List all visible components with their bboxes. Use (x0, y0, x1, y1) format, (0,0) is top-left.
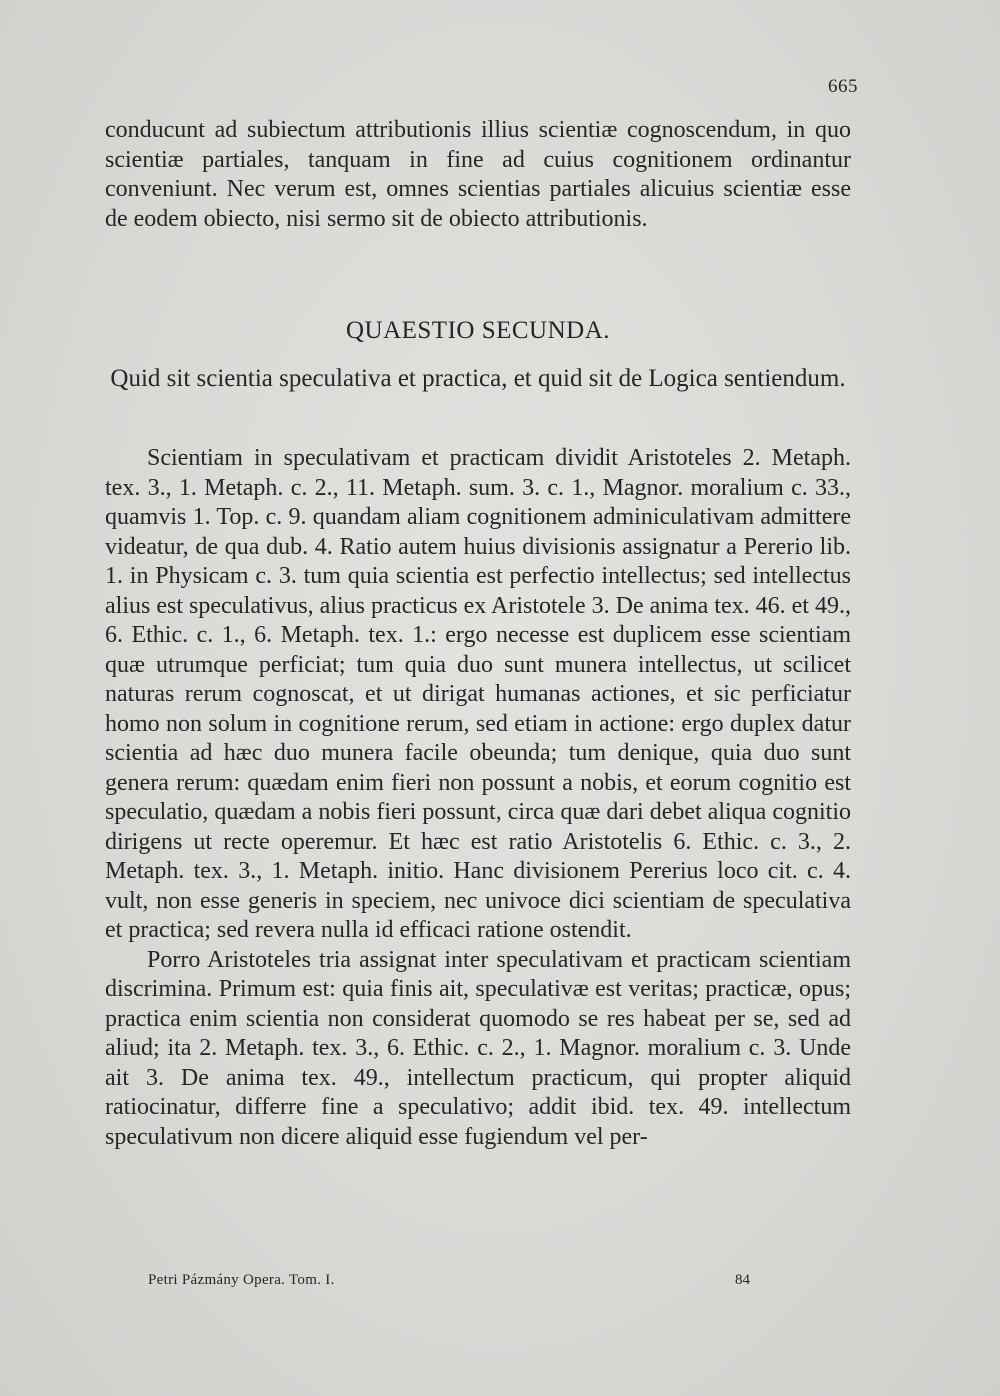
footer-source: Petri Pázmány Opera. Tom. I. (148, 1272, 335, 1288)
body-text (105, 444, 851, 1152)
quaestio-subtitle: Quid sit scientia speculativa et practica, et quid sit de Logica sentiendum. (110, 365, 846, 392)
intro-paragraph-text: conducunt ad subiectum attributionis illius scientiæ cognoscendum, in quo scientiæ partiales, tanquam in fine ad cuius cognitionem ordinantur conveniunt. Nec verum est, omnes scientias partiales alicuius scientiæ esse de eodem obiecto, nisi sermo sit de obiecto attributionis. (105, 117, 851, 232)
intro-paragraph (105, 116, 851, 234)
page-number: 665 (828, 76, 858, 97)
footer-signature: 84 (735, 1272, 750, 1288)
porro-paragraph: Porro Aristoteles tria assignat inter speculativam et practicam scientiam discrimina. Primum est: quia finis ait, speculativæ est veritas; practicæ, opus; practica enim scientia non considerat quomodo se res habeat per se, sed ad aliud; ita 2. Metaph. tex. 3., 6. Ethic. c. 2., 1. Magnor. moralium c. 3. Unde ait 3. De anima tex. 49., intellectum practicum, qui propter aliquid ratiocinatur, differre fine a speculativo; addit ibid. tex. 49. intellectum speculativum non dicere aliquid esse fugiendum vel per- (105, 946, 851, 1150)
quaestio-heading: QUAESTIO SECUNDA. (345, 317, 611, 344)
scientiam-paragraph: Scientiam in speculativam et practicam dividit Aristoteles 2. Metaph. tex. 3., 1. Metaph. c. 2., 11. Metaph. sum. 3. c. 1., Magnor. moralium c. 33., quamvis 1. Top. c. 9. quandam aliam cognitionem adminiculativam admittere videatur, de qua dub. 4. Ratio autem huius divisionis assignatur a Pererio lib. 1. in Physicam c. 3. tum quia scientia est perfectio intellectus; sed intellectus alius est speculativus, alius practicus ex Aristotele 3. De anima tex. 46. et 49., 6. Ethic. c. 1., 6. Metaph. tex. 1.: ergo necesse est duplicem esse scientiam quæ utrumque perficiat; tum quia duo sunt munera intellectus, ut scilicet naturas rerum cognoscat, et ut dirigat humanas actiones, et sic perficiatur homo non solum in cognitione rerum, sed etiam in actione: ergo duplex datur scientia ad hæc duo munera facile obeunda; tum denique, quia duo sunt genera rerum: quædam enim fieri non possunt a nobis, et eorum cognitio est speculatio, quædam a nobis fieri possunt, circa quæ dari debet aliqua cognitio dirigens ut recte operemur. Et hæc est ratio Aristotelis 6. Ethic. c. 3., 2. Metaph. tex. 3., 1. Metaph. initio. Hanc divisionem Pererius loco cit. c. 4. vult, non esse generis in speciem, nec univoce dici scientiam de speculativa et practica; sed revera nulla id efficaci ratione ostendit. (105, 445, 851, 943)
